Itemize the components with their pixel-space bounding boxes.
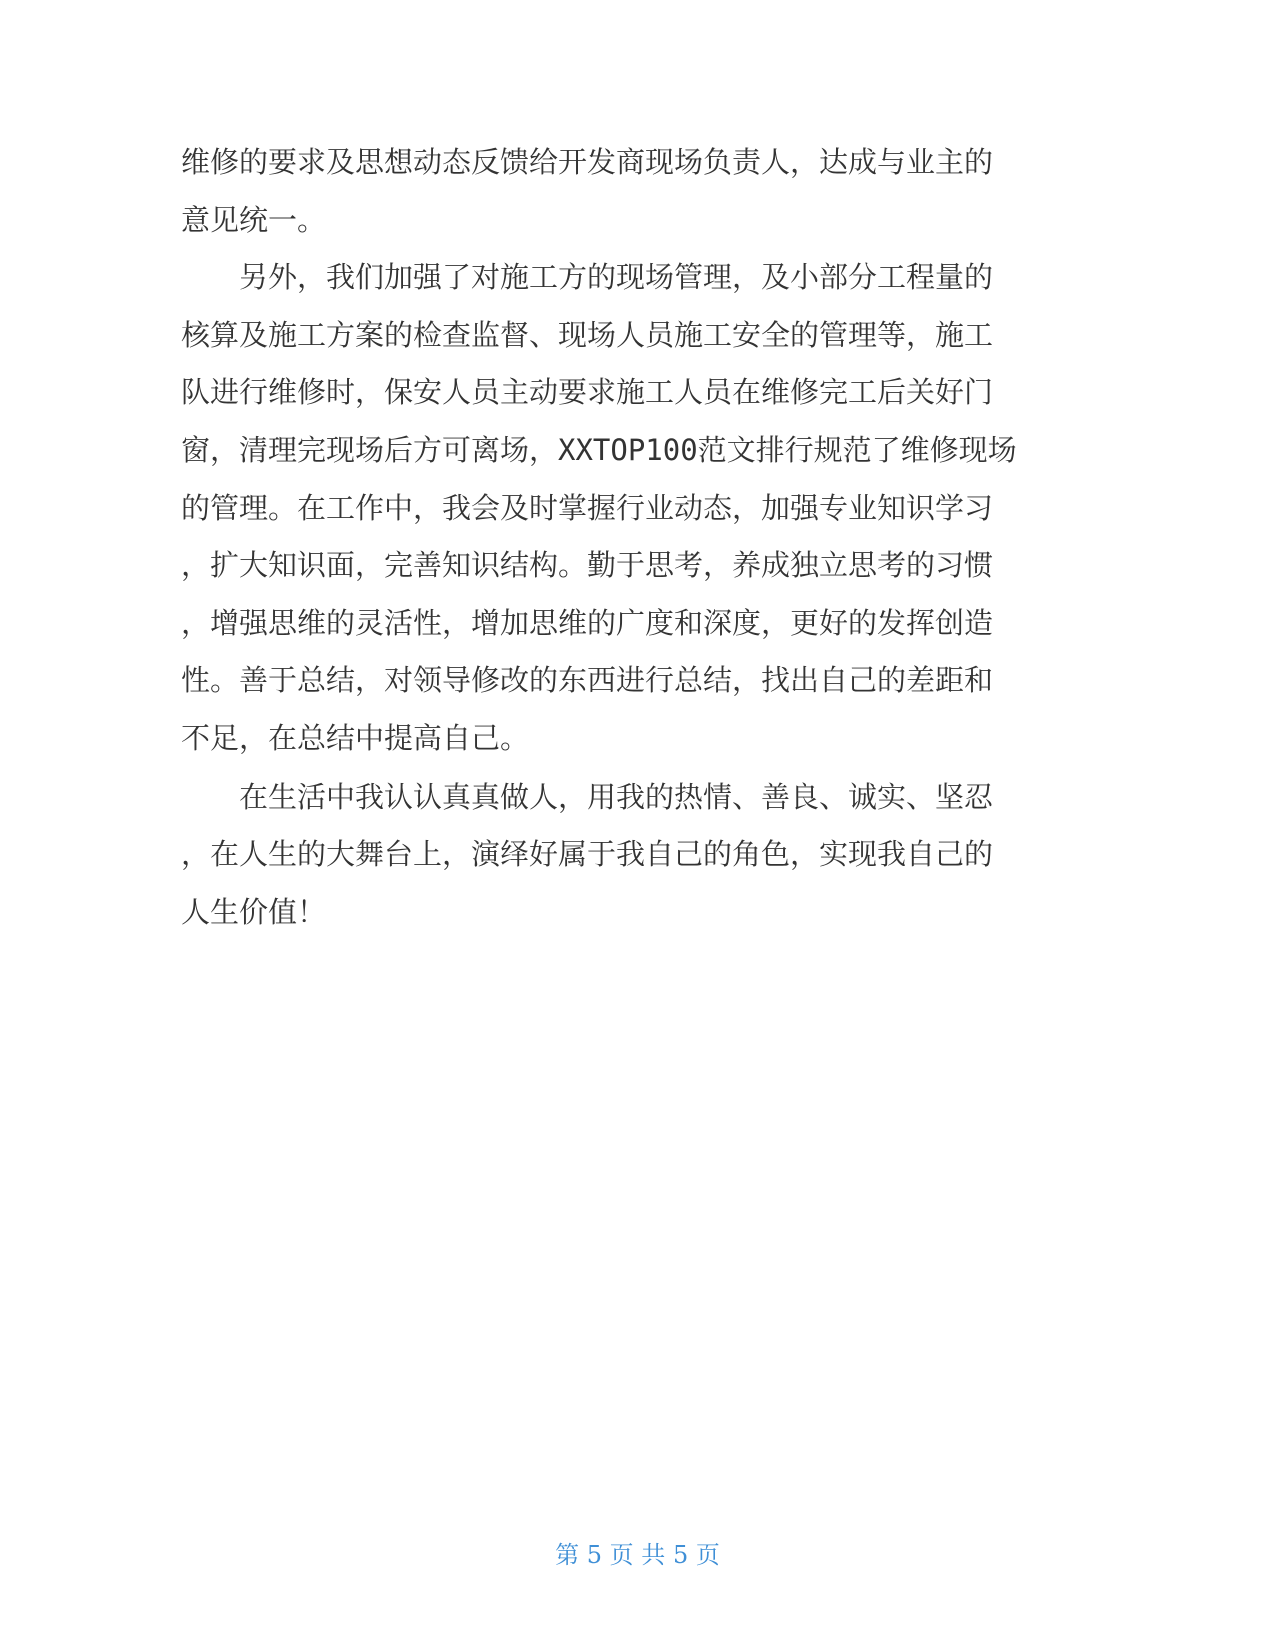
text-line-content: ，在人生的大舞台上，演绎好属于我自己的角色，实现我自己的 <box>181 837 994 871</box>
text-line <box>0 603 1275 643</box>
text-line <box>0 834 1275 874</box>
text-line-content: 的管理。在工作中，我会及时掌握行业动态，加强专业知识学习 <box>181 491 994 525</box>
text-line <box>0 660 1275 700</box>
text-line-content: 队进行维修时，保安人员主动要求施工人员在维修完工后关好门 <box>181 375 994 409</box>
text-line <box>0 718 1275 758</box>
text-line <box>0 257 1275 297</box>
text-line-content: 另外，我们加强了对施工方的现场管理，及小部分工程量的 <box>239 260 994 294</box>
text-line-content: 核算及施工方案的检查监督、现场人员施工安全的管理等，施工 <box>181 318 994 352</box>
text-line-content: ，扩大知识面，完善知识结构。勤于思考，养成独立思考的习惯 <box>181 548 994 582</box>
text-line-content: 人生价值！ <box>181 895 327 929</box>
text-line-content: 在生活中我认认真真做人，用我的热情、善良、诚实、坚忍 <box>239 780 994 814</box>
text-line-content: 维修的要求及思想动态反馈给开发商现场负责人，达成与业主的 <box>181 145 994 179</box>
text-line <box>0 488 1275 528</box>
text-line-content: 意见统一。 <box>181 203 327 237</box>
text-line <box>0 545 1275 585</box>
text-line <box>0 777 1275 817</box>
text-line <box>0 315 1275 355</box>
text-line-content: 窗，清理完现场后方可离场，XXTOP100范文排行规范了维修现场 <box>181 433 1017 467</box>
text-line-content: 性。善于总结，对领导修改的东西进行总结，找出自己的差距和 <box>181 663 994 697</box>
page-number-footer: 第 5 页 共 5 页 <box>555 1541 720 1569</box>
text-line <box>0 892 1275 932</box>
text-line <box>0 142 1275 182</box>
text-line <box>0 372 1275 412</box>
text-line <box>0 430 1275 470</box>
text-line-content: 不足，在总结中提高自己。 <box>181 721 530 755</box>
text-line <box>0 200 1275 240</box>
text-line-content: ，增强思维的灵活性，增加思维的广度和深度，更好的发挥创造 <box>181 606 994 640</box>
